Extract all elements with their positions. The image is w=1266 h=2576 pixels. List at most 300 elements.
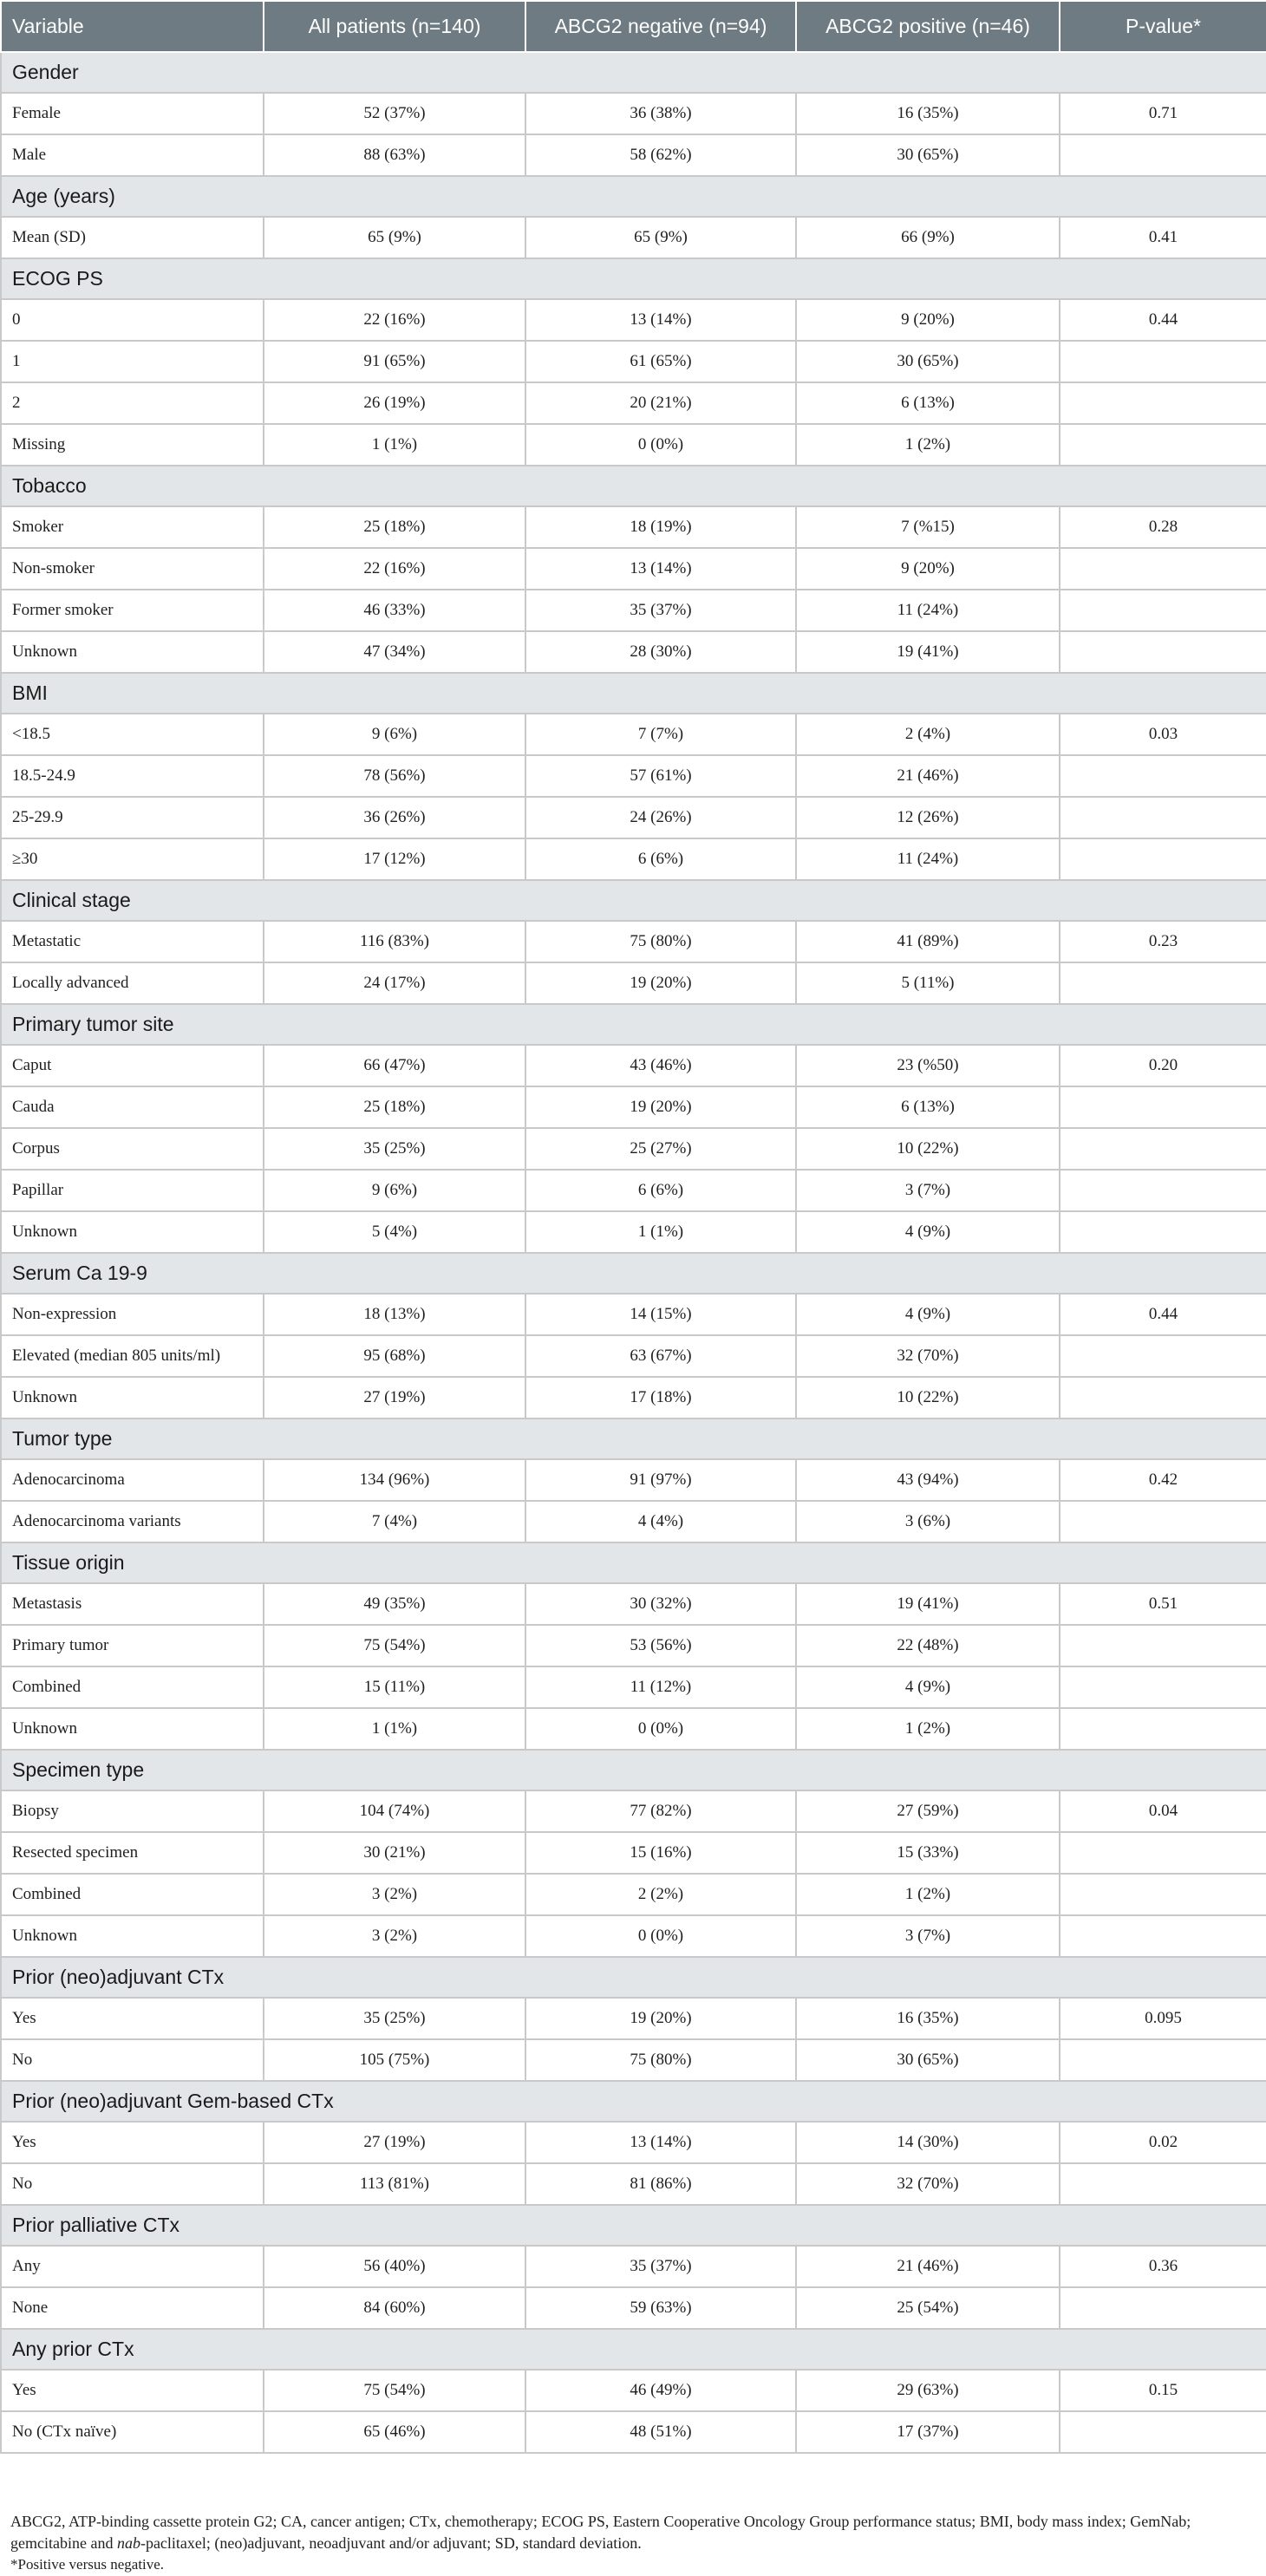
all-patients-cell: 3 (2%) [264, 1874, 525, 1915]
abcg2-positive-cell: 6 (13%) [796, 1086, 1060, 1128]
table-row [1, 590, 1266, 631]
all-patients-cell: 15 (11%) [264, 1666, 525, 1708]
all-patients-cell: 36 (26%) [264, 797, 525, 838]
abcg2-positive-cell: 5 (11%) [796, 962, 1060, 1004]
abcg2-positive-cell: 3 (7%) [796, 1170, 1060, 1211]
abcg2-positive-cell: 12 (26%) [796, 797, 1060, 838]
abcg2-negative-cell: 75 (80%) [525, 921, 796, 962]
variable-cell: Combined [1, 1666, 264, 1708]
abcg2-positive-cell: 11 (24%) [796, 838, 1060, 880]
variable-cell: Smoker [1, 506, 264, 548]
variable-cell: Adenocarcinoma variants [1, 1501, 264, 1542]
section-title: Serum Ca 19-9 [1, 1253, 1266, 1294]
table-row [1, 1128, 1266, 1170]
abcg2-positive-cell: 21 (46%) [796, 755, 1060, 797]
abcg2-negative-cell: 77 (82%) [525, 1790, 796, 1832]
abcg2-positive-cell: 43 (94%) [796, 1459, 1060, 1501]
section-header-row [1, 176, 1266, 217]
header-row [1, 1, 1266, 52]
abcg2-positive-cell: 9 (20%) [796, 548, 1060, 590]
section-header-row [1, 466, 1266, 506]
variable-cell: Cauda [1, 1086, 264, 1128]
abcg2-positive-cell: 11 (24%) [796, 590, 1060, 631]
table-row [1, 2370, 1266, 2411]
p-value-cell [1060, 1501, 1266, 1542]
table-row [1, 1170, 1266, 1211]
abcg2-negative-cell: 13 (14%) [525, 548, 796, 590]
variable-cell: None [1, 2287, 264, 2329]
all-patients-cell: 25 (18%) [264, 506, 525, 548]
abcg2-positive-cell: 6 (13%) [796, 382, 1060, 424]
table-row [1, 1377, 1266, 1418]
variable-cell: 18.5-24.9 [1, 755, 264, 797]
p-value-footnote: *Positive versus negative. [10, 2556, 165, 2573]
section-header-row [1, 2329, 1266, 2370]
abcg2-negative-cell: 81 (86%) [525, 2163, 796, 2205]
table-row [1, 1708, 1266, 1750]
variable-cell: Yes [1, 2370, 264, 2411]
table-row [1, 2246, 1266, 2287]
abcg2-positive-cell: 14 (30%) [796, 2122, 1060, 2163]
section-header-row [1, 2205, 1266, 2246]
abcg2-negative-cell: 28 (30%) [525, 631, 796, 673]
all-patients-cell: 25 (18%) [264, 1086, 525, 1128]
table-row [1, 506, 1266, 548]
variable-cell: 0 [1, 299, 264, 341]
abbreviations-line-2a: gemcitabine and [10, 2534, 117, 2552]
p-value-cell [1060, 1874, 1266, 1915]
section-title: Prior palliative CTx [1, 2205, 1266, 2246]
variable-cell: Unknown [1, 1915, 264, 1957]
p-value-cell: 0.41 [1060, 217, 1266, 258]
table-row [1, 797, 1266, 838]
variable-cell: 25-29.9 [1, 797, 264, 838]
abcg2-positive-cell: 3 (7%) [796, 1915, 1060, 1957]
abcg2-positive-cell: 17 (37%) [796, 2411, 1060, 2453]
abcg2-negative-cell: 19 (20%) [525, 962, 796, 1004]
abcg2-negative-cell: 59 (63%) [525, 2287, 796, 2329]
p-value-cell [1060, 755, 1266, 797]
table-footnotes [10, 2511, 1256, 2575]
table-row [1, 1294, 1266, 1335]
abcg2-negative-cell: 14 (15%) [525, 1294, 796, 1335]
p-value-cell [1060, 1625, 1266, 1666]
p-value-cell: 0.36 [1060, 2246, 1266, 2287]
abcg2-positive-cell: 25 (54%) [796, 2287, 1060, 2329]
p-value-cell [1060, 382, 1266, 424]
p-value-cell: 0.20 [1060, 1045, 1266, 1086]
all-patients-cell: 134 (96%) [264, 1459, 525, 1501]
variable-cell: Unknown [1, 1211, 264, 1253]
variable-cell: Yes [1, 2122, 264, 2163]
all-patients-cell: 24 (17%) [264, 962, 525, 1004]
abcg2-negative-cell: 11 (12%) [525, 1666, 796, 1708]
variable-cell: Former smoker [1, 590, 264, 631]
p-value-cell: 0.44 [1060, 299, 1266, 341]
all-patients-cell: 17 (12%) [264, 838, 525, 880]
p-value-cell: 0.03 [1060, 714, 1266, 755]
variable-cell: ≥30 [1, 838, 264, 880]
variable-cell: Unknown [1, 631, 264, 673]
table-row [1, 838, 1266, 880]
abcg2-positive-cell: 9 (20%) [796, 299, 1060, 341]
abcg2-positive-cell: 22 (48%) [796, 1625, 1060, 1666]
p-value-cell [1060, 424, 1266, 466]
section-header-row [1, 1253, 1266, 1294]
table-row [1, 2411, 1266, 2453]
column-header-abcg2-positive: ABCG2 positive (n=46) [796, 1, 1060, 52]
variable-cell: Male [1, 134, 264, 176]
all-patients-cell: 116 (83%) [264, 921, 525, 962]
abcg2-positive-cell: 30 (65%) [796, 134, 1060, 176]
abcg2-negative-cell: 57 (61%) [525, 755, 796, 797]
table-row [1, 714, 1266, 755]
abcg2-positive-cell: 1 (2%) [796, 1708, 1060, 1750]
abcg2-negative-cell: 25 (27%) [525, 1128, 796, 1170]
abcg2-negative-cell: 7 (7%) [525, 714, 796, 755]
p-value-cell [1060, 1086, 1266, 1128]
abcg2-negative-cell: 35 (37%) [525, 2246, 796, 2287]
all-patients-cell: 27 (19%) [264, 1377, 525, 1418]
abbreviations-line-1: ABCG2, ATP-binding cassette protein G2; CA, cancer antigen; CTx, chemotherapy; ECOG PS, Eastern Cooperative Oncology Group performance status; BMI, body mass index; GemNab; [10, 2513, 1191, 2530]
p-value-cell: 0.71 [1060, 93, 1266, 134]
table-row [1, 382, 1266, 424]
variable-cell: Locally advanced [1, 962, 264, 1004]
table-row [1, 299, 1266, 341]
p-value-cell [1060, 590, 1266, 631]
p-value-cell [1060, 134, 1266, 176]
variable-cell: 2 [1, 382, 264, 424]
table-row [1, 2039, 1266, 2081]
table-row [1, 1790, 1266, 1832]
variable-cell: Unknown [1, 1708, 264, 1750]
abcg2-negative-cell: 19 (20%) [525, 1998, 796, 2039]
table-row [1, 962, 1266, 1004]
section-title: Prior (neo)adjuvant CTx [1, 1957, 1266, 1998]
column-header-all-patients: All patients (n=140) [264, 1, 525, 52]
table-row [1, 2287, 1266, 2329]
p-value-cell: 0.04 [1060, 1790, 1266, 1832]
abcg2-positive-cell: 19 (41%) [796, 631, 1060, 673]
section-title: Prior (neo)adjuvant Gem-based CTx [1, 2081, 1266, 2122]
all-patients-cell: 22 (16%) [264, 299, 525, 341]
section-title: BMI [1, 673, 1266, 714]
all-patients-cell: 49 (35%) [264, 1583, 525, 1625]
p-value-cell [1060, 2287, 1266, 2329]
section-title: Tissue origin [1, 1542, 1266, 1583]
variable-cell: No [1, 2039, 264, 2081]
section-header-row [1, 52, 1266, 93]
section-title: ECOG PS [1, 258, 1266, 299]
p-value-cell [1060, 2411, 1266, 2453]
section-header-row [1, 258, 1266, 299]
abbreviations-italic-nab: nab [116, 2534, 140, 2552]
variable-cell: Metastatic [1, 921, 264, 962]
section-title: Gender [1, 52, 1266, 93]
all-patients-cell: 9 (6%) [264, 1170, 525, 1211]
table-row [1, 1915, 1266, 1957]
section-title: Tobacco [1, 466, 1266, 506]
abcg2-positive-cell: 29 (63%) [796, 2370, 1060, 2411]
all-patients-cell: 66 (47%) [264, 1045, 525, 1086]
all-patients-cell: 1 (1%) [264, 424, 525, 466]
all-patients-cell: 47 (34%) [264, 631, 525, 673]
p-value-cell [1060, 1377, 1266, 1418]
abcg2-negative-cell: 13 (14%) [525, 299, 796, 341]
abcg2-negative-cell: 61 (65%) [525, 341, 796, 382]
abcg2-positive-cell: 7 (%15) [796, 506, 1060, 548]
abcg2-negative-cell: 0 (0%) [525, 1708, 796, 1750]
abcg2-negative-cell: 17 (18%) [525, 1377, 796, 1418]
p-value-cell [1060, 1832, 1266, 1874]
table-row [1, 93, 1266, 134]
abcg2-positive-cell: 1 (2%) [796, 1874, 1060, 1915]
table-row [1, 217, 1266, 258]
abcg2-negative-cell: 15 (16%) [525, 1832, 796, 1874]
abcg2-negative-cell: 48 (51%) [525, 2411, 796, 2453]
all-patients-cell: 22 (16%) [264, 548, 525, 590]
abcg2-positive-cell: 30 (65%) [796, 2039, 1060, 2081]
abcg2-negative-cell: 13 (14%) [525, 2122, 796, 2163]
all-patients-cell: 7 (4%) [264, 1501, 525, 1542]
variable-cell: Mean (SD) [1, 217, 264, 258]
abcg2-negative-cell: 0 (0%) [525, 1915, 796, 1957]
p-value-cell [1060, 1708, 1266, 1750]
all-patients-cell: 18 (13%) [264, 1294, 525, 1335]
all-patients-cell: 5 (4%) [264, 1211, 525, 1253]
all-patients-cell: 1 (1%) [264, 1708, 525, 1750]
p-value-cell [1060, 1170, 1266, 1211]
abcg2-positive-cell: 4 (9%) [796, 1294, 1060, 1335]
table-row [1, 2163, 1266, 2205]
all-patients-cell: 26 (19%) [264, 382, 525, 424]
abcg2-negative-cell: 2 (2%) [525, 1874, 796, 1915]
table-row [1, 755, 1266, 797]
table-row [1, 1998, 1266, 2039]
abcg2-positive-cell: 41 (89%) [796, 921, 1060, 962]
section-header-row [1, 1004, 1266, 1045]
p-value-cell: 0.095 [1060, 1998, 1266, 2039]
abcg2-negative-cell: 36 (38%) [525, 93, 796, 134]
all-patients-cell: 46 (33%) [264, 590, 525, 631]
variable-cell: Adenocarcinoma [1, 1459, 264, 1501]
variable-cell: Non-smoker [1, 548, 264, 590]
variable-cell: 1 [1, 341, 264, 382]
abcg2-positive-cell: 10 (22%) [796, 1128, 1060, 1170]
table-row [1, 424, 1266, 466]
abcg2-positive-cell: 19 (41%) [796, 1583, 1060, 1625]
abcg2-positive-cell: 10 (22%) [796, 1377, 1060, 1418]
all-patients-cell: 75 (54%) [264, 1625, 525, 1666]
abcg2-negative-cell: 30 (32%) [525, 1583, 796, 1625]
variable-cell: Resected specimen [1, 1832, 264, 1874]
table-row [1, 1459, 1266, 1501]
all-patients-cell: 104 (74%) [264, 1790, 525, 1832]
abcg2-negative-cell: 46 (49%) [525, 2370, 796, 2411]
p-value-cell: 0.28 [1060, 506, 1266, 548]
table-row [1, 1501, 1266, 1542]
abcg2-positive-cell: 32 (70%) [796, 1335, 1060, 1377]
table-row [1, 1625, 1266, 1666]
column-header-abcg2-negative: ABCG2 negative (n=94) [525, 1, 796, 52]
section-header-row [1, 1750, 1266, 1790]
section-title: Clinical stage [1, 880, 1266, 921]
all-patients-cell: 91 (65%) [264, 341, 525, 382]
section-header-row [1, 1957, 1266, 1998]
section-header-row [1, 1418, 1266, 1459]
variable-cell: Papillar [1, 1170, 264, 1211]
abbreviations-line-2c: -paclitaxel; (neo)adjuvant, neoadjuvant and/or adjuvant; SD, standard deviation. [140, 2534, 642, 2552]
table-row [1, 1666, 1266, 1708]
variable-cell: Metastasis [1, 1583, 264, 1625]
abcg2-positive-cell: 21 (46%) [796, 2246, 1060, 2287]
abcg2-positive-cell: 23 (%50) [796, 1045, 1060, 1086]
abcg2-positive-cell: 30 (65%) [796, 341, 1060, 382]
all-patients-cell: 35 (25%) [264, 1998, 525, 2039]
abcg2-negative-cell: 91 (97%) [525, 1459, 796, 1501]
variable-cell: Missing [1, 424, 264, 466]
variable-cell: No (CTx naïve) [1, 2411, 264, 2453]
section-title: Tumor type [1, 1418, 1266, 1459]
all-patients-cell: 3 (2%) [264, 1915, 525, 1957]
p-value-cell [1060, 797, 1266, 838]
abcg2-positive-cell: 1 (2%) [796, 424, 1060, 466]
table-row [1, 2122, 1266, 2163]
abcg2-negative-cell: 65 (9%) [525, 217, 796, 258]
p-value-cell [1060, 548, 1266, 590]
all-patients-cell: 65 (9%) [264, 217, 525, 258]
variable-cell: No [1, 2163, 264, 2205]
abcg2-negative-cell: 43 (46%) [525, 1045, 796, 1086]
abcg2-negative-cell: 4 (4%) [525, 1501, 796, 1542]
abcg2-negative-cell: 63 (67%) [525, 1335, 796, 1377]
p-value-cell [1060, 631, 1266, 673]
p-value-cell: 0.51 [1060, 1583, 1266, 1625]
abcg2-negative-cell: 18 (19%) [525, 506, 796, 548]
p-value-cell [1060, 341, 1266, 382]
table-row [1, 548, 1266, 590]
column-header-variable: Variable [1, 1, 264, 52]
table-row [1, 1874, 1266, 1915]
p-value-cell [1060, 1211, 1266, 1253]
p-value-cell: 0.02 [1060, 2122, 1266, 2163]
variable-cell: Any [1, 2246, 264, 2287]
all-patients-cell: 30 (21%) [264, 1832, 525, 1874]
table-row [1, 631, 1266, 673]
section-header-row [1, 673, 1266, 714]
abcg2-negative-cell: 1 (1%) [525, 1211, 796, 1253]
p-value-cell [1060, 2163, 1266, 2205]
abcg2-negative-cell: 6 (6%) [525, 838, 796, 880]
abcg2-positive-cell: 66 (9%) [796, 217, 1060, 258]
table-row [1, 1832, 1266, 1874]
all-patients-cell: 65 (46%) [264, 2411, 525, 2453]
abcg2-positive-cell: 16 (35%) [796, 1998, 1060, 2039]
abcg2-positive-cell: 2 (4%) [796, 714, 1060, 755]
section-header-row [1, 1542, 1266, 1583]
abcg2-negative-cell: 19 (20%) [525, 1086, 796, 1128]
variable-cell: Unknown [1, 1377, 264, 1418]
section-title: Age (years) [1, 176, 1266, 217]
abcg2-positive-cell: 4 (9%) [796, 1211, 1060, 1253]
all-patients-cell: 35 (25%) [264, 1128, 525, 1170]
all-patients-cell: 105 (75%) [264, 2039, 525, 2081]
p-value-cell [1060, 962, 1266, 1004]
table-row [1, 1045, 1266, 1086]
p-value-cell [1060, 1915, 1266, 1957]
table-row [1, 1086, 1266, 1128]
variable-cell: Combined [1, 1874, 264, 1915]
abcg2-positive-cell: 3 (6%) [796, 1501, 1060, 1542]
all-patients-cell: 52 (37%) [264, 93, 525, 134]
variable-cell: Corpus [1, 1128, 264, 1170]
p-value-cell [1060, 1128, 1266, 1170]
all-patients-cell: 95 (68%) [264, 1335, 525, 1377]
abcg2-positive-cell: 27 (59%) [796, 1790, 1060, 1832]
table-row [1, 1211, 1266, 1253]
variable-cell: Yes [1, 1998, 264, 2039]
abcg2-positive-cell: 32 (70%) [796, 2163, 1060, 2205]
abcg2-negative-cell: 53 (56%) [525, 1625, 796, 1666]
table-row [1, 341, 1266, 382]
p-value-cell [1060, 1666, 1266, 1708]
table-row [1, 921, 1266, 962]
variable-cell: Female [1, 93, 264, 134]
abcg2-negative-cell: 75 (80%) [525, 2039, 796, 2081]
p-value-cell: 0.23 [1060, 921, 1266, 962]
abcg2-negative-cell: 58 (62%) [525, 134, 796, 176]
variable-cell: Caput [1, 1045, 264, 1086]
variable-cell: Biopsy [1, 1790, 264, 1832]
all-patients-cell: 56 (40%) [264, 2246, 525, 2287]
p-value-cell [1060, 838, 1266, 880]
all-patients-cell: 113 (81%) [264, 2163, 525, 2205]
section-title: Any prior CTx [1, 2329, 1266, 2370]
abbreviations-footnote [10, 2511, 1256, 2554]
all-patients-cell: 84 (60%) [264, 2287, 525, 2329]
table-row [1, 1335, 1266, 1377]
all-patients-cell: 75 (54%) [264, 2370, 525, 2411]
p-value-cell [1060, 1335, 1266, 1377]
section-header-row [1, 2081, 1266, 2122]
abcg2-negative-cell: 0 (0%) [525, 424, 796, 466]
variable-cell: <18.5 [1, 714, 264, 755]
variable-cell: Primary tumor [1, 1625, 264, 1666]
section-header-row [1, 880, 1266, 921]
abcg2-positive-cell: 16 (35%) [796, 93, 1060, 134]
section-title: Specimen type [1, 1750, 1266, 1790]
abcg2-positive-cell: 15 (33%) [796, 1832, 1060, 1874]
variable-cell: Elevated (median 805 units/ml) [1, 1335, 264, 1377]
abcg2-negative-cell: 20 (21%) [525, 382, 796, 424]
all-patients-cell: 78 (56%) [264, 755, 525, 797]
all-patients-cell: 27 (19%) [264, 2122, 525, 2163]
abcg2-negative-cell: 35 (37%) [525, 590, 796, 631]
abcg2-negative-cell: 6 (6%) [525, 1170, 796, 1211]
all-patients-cell: 9 (6%) [264, 714, 525, 755]
all-patients-cell: 88 (63%) [264, 134, 525, 176]
p-value-cell: 0.15 [1060, 2370, 1266, 2411]
p-value-cell: 0.42 [1060, 1459, 1266, 1501]
abcg2-positive-cell: 4 (9%) [796, 1666, 1060, 1708]
table-row [1, 1583, 1266, 1625]
abcg2-negative-cell: 24 (26%) [525, 797, 796, 838]
variable-cell: Non-expression [1, 1294, 264, 1335]
column-header-p-value: P-value* [1060, 1, 1266, 52]
p-value-cell: 0.44 [1060, 1294, 1266, 1335]
table-row [1, 134, 1266, 176]
table-body [1, 52, 1266, 2453]
